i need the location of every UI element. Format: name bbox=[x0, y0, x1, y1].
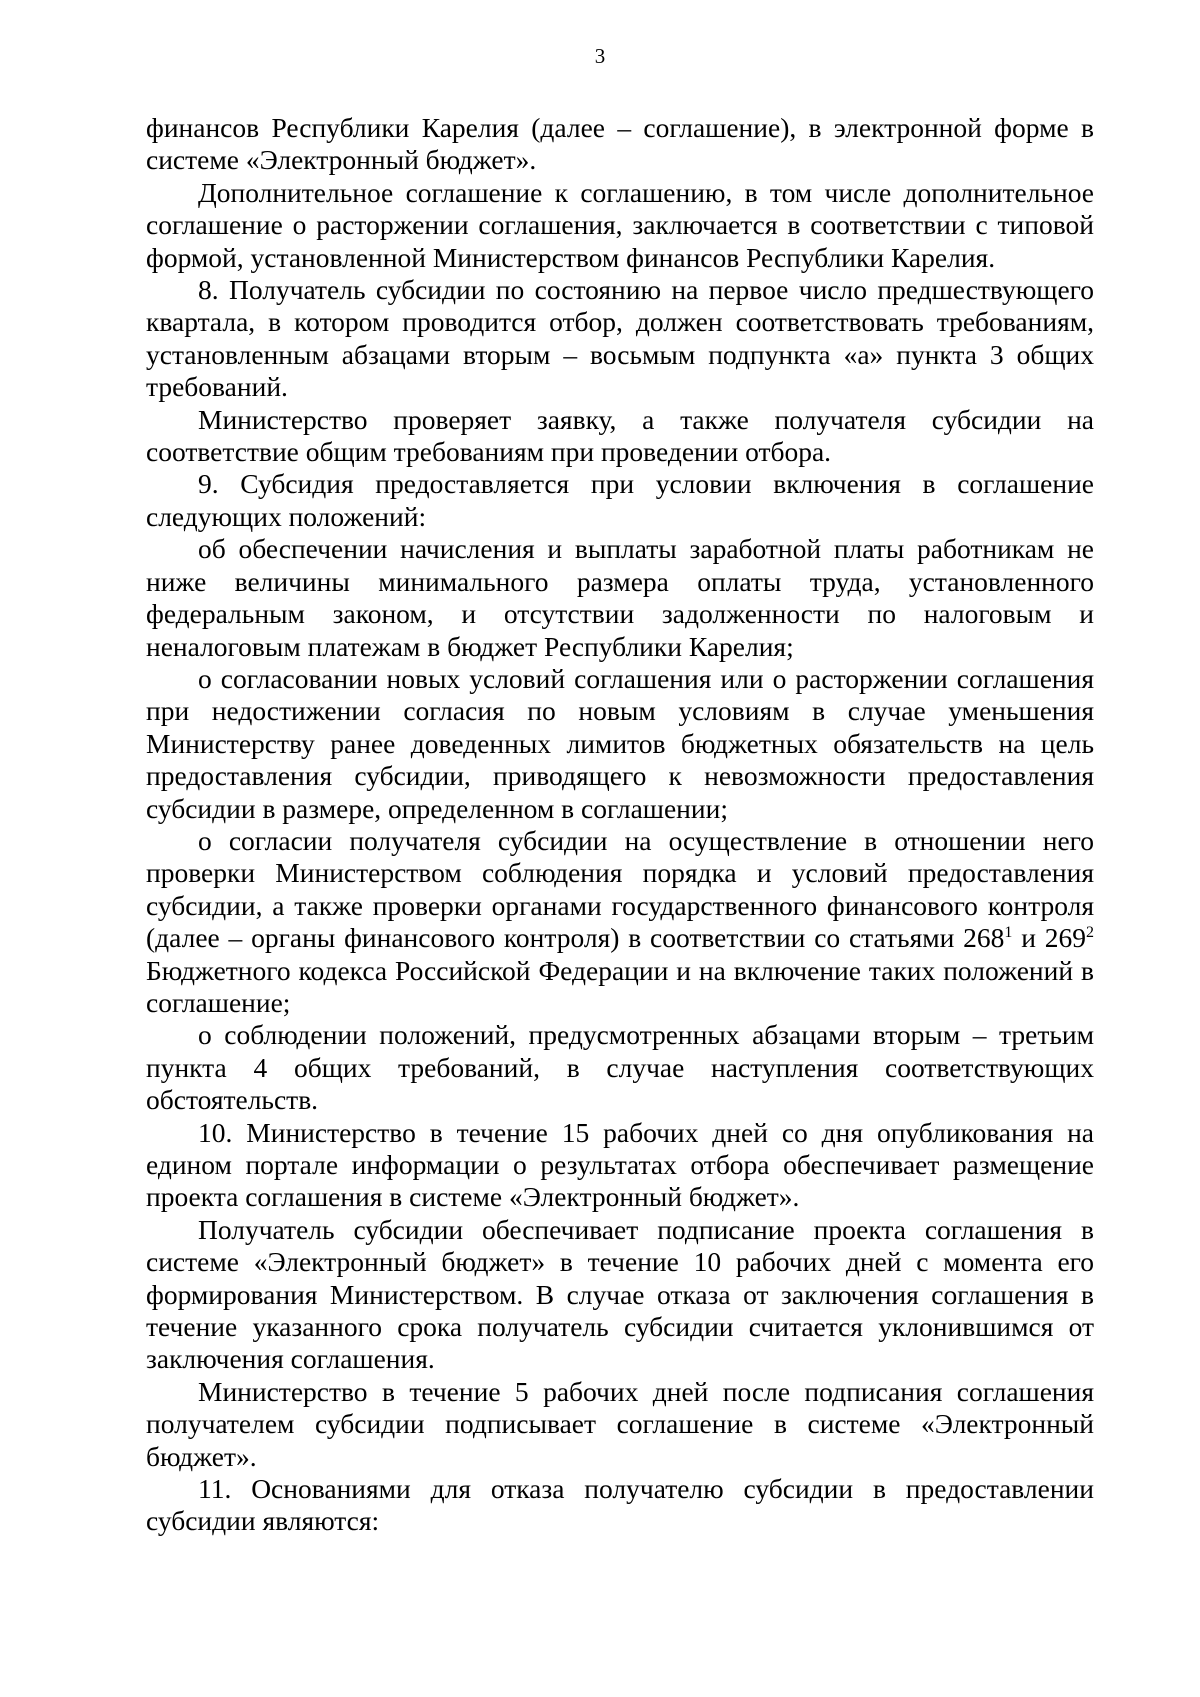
paragraph-consent-part-b: и 269 bbox=[1012, 922, 1086, 954]
paragraph-item-11: 11. Основаниями для отказа получателю субсидии в предоставлении субсидии являются: bbox=[146, 1473, 1094, 1537]
paragraph-consent-inspection bbox=[146, 825, 1094, 1019]
paragraph-ministry-signs: Министерство в течение 5 рабочих дней после подписания соглашения получателем субсидии подписывает соглашение в системе «Электронный бюджет». bbox=[146, 1375, 1094, 1472]
document-body bbox=[146, 112, 1094, 1538]
paragraph-item-8: 8. Получатель субсидии по состоянию на первое число предшествующего квартала, в котором проводится отбор, должен соответствовать требованиям, установленным абзацами вторым – восьмым подпункта «а» пункта 3 общих требований. bbox=[146, 274, 1094, 403]
paragraph-consent-part-c: Бюджетного кодекса Российской Федерации и на включение таких положений в соглашение; bbox=[146, 954, 1094, 1018]
paragraph-item-10: 10. Министерство в течение 15 рабочих дней со дня опубликования на едином портале информации о результатах отбора обеспечивает размещение проекта соглашения в системе «Электронный бюджет». bbox=[146, 1116, 1094, 1213]
paragraph-consent-part-a: о согласии получателя субсидии на осуществление в отношении него проверки Министерством соблюдения порядка и условий предоставления субсидии, а также проверки органами государственного финансового контроля (далее – органы финансового контроля) в соответствии со статьями 268 bbox=[146, 824, 1094, 954]
paragraph-ministry-check: Министерство проверяет заявку, а также получателя субсидии на соответствие общим требованиям при проведении отбора. bbox=[146, 403, 1094, 468]
page-number: 3 bbox=[594, 44, 606, 68]
paragraph-signing: Получатель субсидии обеспечивает подписание проекта соглашения в системе «Электронный бюджет» в течение 10 рабочих дней с момента его формирования Министерством. В случае отказа от заключения соглашения в течение указанного срока получатель субсидии считается уклонившимся от заключения соглашения. bbox=[146, 1213, 1094, 1375]
footnote-sup-2: 2 bbox=[1086, 924, 1094, 942]
paragraph-compliance: о соблюдении положений, предусмотренных абзацами вторым – третьим пункта 4 общих требований, в случае наступления соответствующих обстоятельств. bbox=[146, 1019, 1094, 1116]
footnote-sup-1: 1 bbox=[1004, 924, 1013, 942]
paragraph-item-9: 9. Субсидия предоставляется при условии включения в соглашение следующих положений: bbox=[146, 468, 1094, 532]
paragraph-continuation: финансов Республики Карелия (далее – соглашение), в электронной форме в системе «Электронный бюджет». bbox=[146, 112, 1094, 176]
paragraph-new-conditions: о согласовании новых условий соглашения или о расторжении соглашения при недостижении согласия по новым условиям в случае уменьшения Министерству ранее доведенных лимитов бюджетных обязательств на цель предоставления субсидии, приводящего к невозможности предоставления субсидии в размере, определенном в соглашении; bbox=[146, 662, 1094, 824]
paragraph-wages: об обеспечении начисления и выплаты заработной платы работникам не ниже величины минимального размера оплаты труда, установленного федеральным законом, и отсутствии задолженности по налоговым и неналоговым платежам в бюджет Республики Карелия; bbox=[146, 533, 1094, 662]
paragraph-additional-agreement: Дополнительное соглашение к соглашению, в том числе дополнительное соглашение о расторжении соглашения, заключается в соответствии с типовой формой, установленной Министерством финансов Республики Карелия. bbox=[146, 176, 1094, 273]
